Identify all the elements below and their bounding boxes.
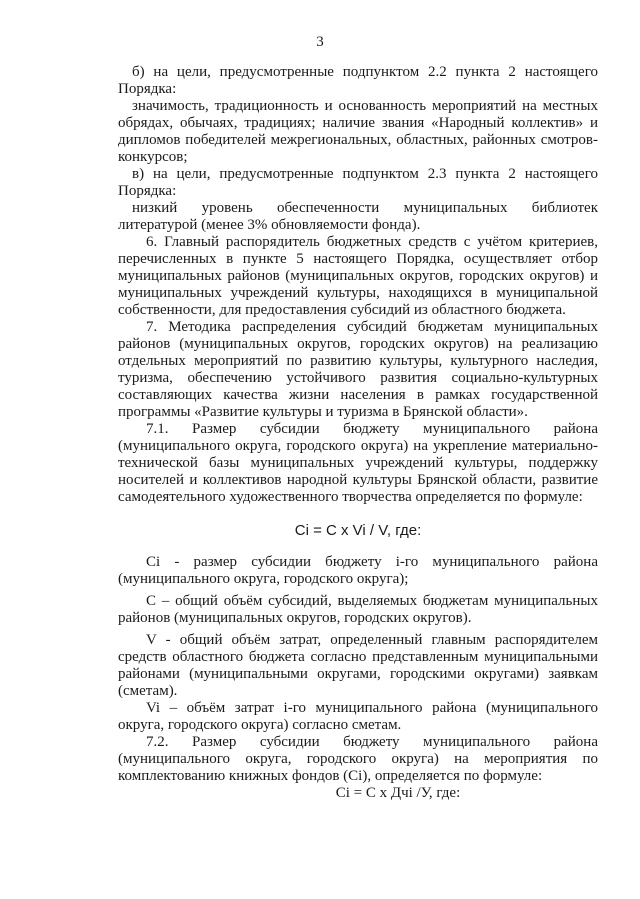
paragraph-b-criteria: значимость, традиционность и основанность мероприятий на местных обрядах, обычаях, традициях; наличие звания «Народный коллектив» и дипломов победителей межрегиональных, областных, районных смотров-конкурсов;: [118, 98, 598, 165]
page-number: 3: [316, 34, 324, 50]
paragraph-7-2: 7.2. Размер субсидии бюджету муниципального района (муниципального округа, городского округа) на мероприятия по комплектованию книжных фондов (Ci), определяется по формуле:: [118, 734, 598, 784]
definition-c: C – общий объём субсидий, выделяемых бюджетам муниципальных районов (муниципальных округов, городских округов).: [118, 593, 598, 626]
document-body: [118, 64, 598, 802]
paragraph-b: б) на цели, предусмотренные подпунктом 2.2 пункта 2 настоящего Порядка:: [118, 64, 598, 97]
definition-v: V - общий объём затрат, определенный главным распорядителем средств областного бюджета согласно представленным муниципальными районами (муниципальными округами, городскими округами) заявкам (сметам).: [118, 632, 598, 699]
formula-7-2: Ci = C x Дчi /У, где:: [335, 785, 461, 801]
definition-ci: Ci - размер субсидии бюджету i-го муниципального района (муниципального округа, городского округа);: [118, 554, 598, 587]
paragraph-v: в) на цели, предусмотренные подпунктом 2.3 пункта 2 настоящего Порядка:: [118, 166, 598, 199]
paragraph-v-criteria: низкий уровень обеспеченности муниципальных библиотек литературой (менее 3% обновляемости фонда).: [118, 200, 598, 233]
paragraph-7-1: 7.1. Размер субсидии бюджету муниципального района (муниципального округа, городского округа) на укрепление материально-технической базы муниципальных учреждений культуры, поддержку носителей и коллективов народной культуры Брянской области, развитие самодеятельного художественного творчества определяется по формуле:: [118, 421, 598, 505]
definition-vi: Vi – объём затрат i-го муниципального района (муниципального округа, городского округа) согласно сметам.: [118, 700, 598, 733]
formula-7-1: Ci = C x Vi / V, где:: [294, 522, 422, 539]
paragraph-7: 7. Методика распределения субсидий бюджетам муниципальных районов (муниципальных округов, городских округов) на реализацию отдельных мероприятий по развитию культуры, культурного наследия, туризма, обеспечению устойчивого развития социально-культурных составляющих качества жизни населения в рамках государственной программы «Развитие культуры и туризма в Брянской области».: [118, 319, 598, 420]
paragraph-6: 6. Главный распорядитель бюджетных средств с учётом критериев, перечисленных в пункте 5 настоящего Порядка, осуществляет отбор муниципальных районов (муниципальных округов, городских округов) и муниципальных учреждений культуры, находящихся в муниципальной собственности, для предоставления субсидий из областного бюджета.: [118, 234, 598, 318]
